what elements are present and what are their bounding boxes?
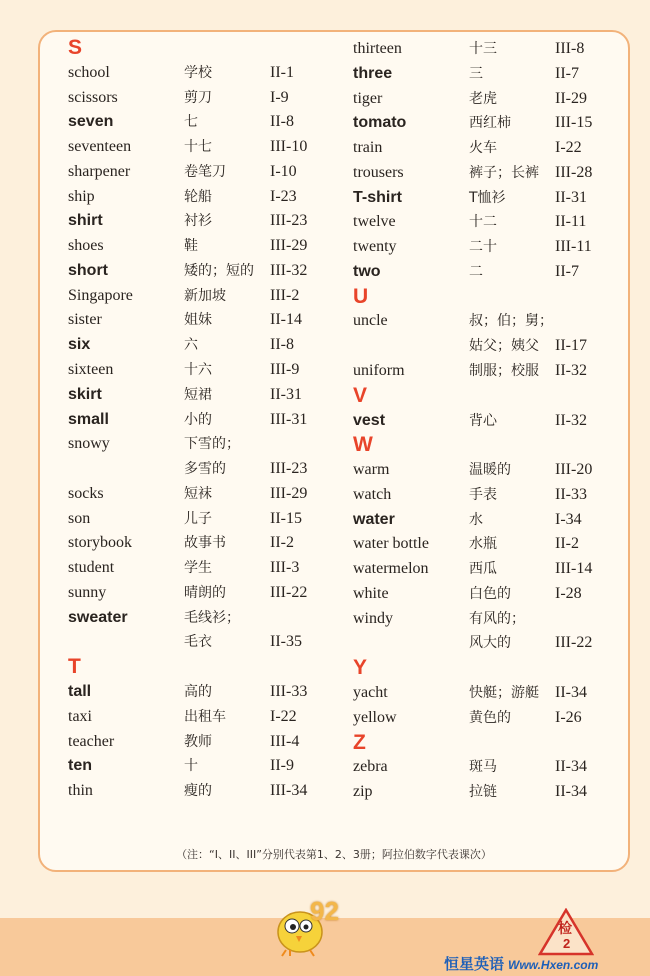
entry-chinese: 教师 bbox=[184, 733, 212, 750]
entry-chinese: 风大的 bbox=[469, 635, 511, 652]
entry-word: trousers bbox=[353, 163, 404, 181]
entry-reference: I-22 bbox=[270, 707, 297, 725]
entry-chinese: 轮船 bbox=[184, 188, 212, 205]
entry-word: storybook bbox=[68, 534, 132, 552]
glossary-entry bbox=[68, 358, 348, 382]
glossary-entry bbox=[353, 37, 633, 61]
entry-reference: II-1 bbox=[270, 63, 294, 81]
entry-reference: I-34 bbox=[555, 510, 582, 528]
entry-word: seventeen bbox=[68, 138, 132, 156]
entry-chinese: 多雪的 bbox=[184, 461, 226, 478]
entry-word: sunny bbox=[68, 583, 107, 601]
glossary-entry bbox=[68, 507, 348, 531]
glossary-entry bbox=[353, 458, 633, 482]
glossary-entry bbox=[353, 483, 633, 507]
section-letter-v: V bbox=[353, 383, 368, 407]
entry-word: tomato bbox=[353, 114, 407, 132]
entry-chinese: 出租车 bbox=[184, 708, 226, 725]
entry-chinese: T恤衫 bbox=[469, 189, 506, 206]
entry-reference: II-29 bbox=[555, 89, 587, 107]
entry-word: uncle bbox=[353, 312, 388, 330]
entry-reference: II-32 bbox=[555, 411, 587, 429]
entry-word: watch bbox=[353, 485, 392, 503]
entry-chinese: 瘦的 bbox=[184, 783, 212, 800]
entry-word: thin bbox=[68, 782, 93, 800]
entry-chinese: 矮的；短的 bbox=[184, 262, 254, 279]
entry-word: teacher bbox=[68, 732, 115, 750]
entry-reference: I-28 bbox=[555, 584, 582, 602]
entry-reference: II-2 bbox=[555, 535, 579, 553]
entry-chinese: 二十 bbox=[469, 239, 497, 256]
entry-chinese: 姑父；姨父 bbox=[469, 338, 539, 355]
entry-reference: III-2 bbox=[270, 286, 300, 304]
glossary-entry bbox=[68, 86, 348, 110]
glossary-entry bbox=[353, 780, 633, 804]
glossary-entry bbox=[68, 135, 348, 159]
entry-chinese: 十六 bbox=[184, 362, 212, 378]
entry-reference: I-22 bbox=[555, 139, 582, 157]
entry-chinese: 三 bbox=[469, 65, 483, 82]
entry-word: T-shirt bbox=[353, 188, 402, 206]
entry-word: snowy bbox=[68, 435, 110, 453]
entry-word: sweater bbox=[68, 608, 128, 626]
glossary-entry bbox=[353, 607, 633, 631]
entry-word: train bbox=[353, 139, 383, 157]
glossary-entry bbox=[353, 186, 633, 210]
glossary-entry bbox=[353, 706, 633, 730]
entry-chinese: 十 bbox=[184, 758, 198, 775]
entry-reference: II-8 bbox=[270, 113, 294, 131]
page-number: 92 bbox=[310, 896, 339, 926]
entry-chinese: 高的 bbox=[184, 684, 212, 701]
entry-word: sister bbox=[68, 311, 102, 329]
glossary-entry bbox=[68, 383, 348, 407]
entry-chinese: 十七 bbox=[184, 139, 212, 156]
entry-reference: III-22 bbox=[270, 583, 308, 601]
entry-reference: III-33 bbox=[270, 683, 308, 701]
glossary-entry bbox=[68, 581, 348, 605]
glossary-entry bbox=[353, 582, 633, 606]
entry-reference: III-11 bbox=[555, 238, 592, 256]
entry-word: socks bbox=[68, 484, 104, 502]
glossary-entry bbox=[68, 680, 348, 704]
entry-reference: III-29 bbox=[270, 237, 308, 255]
entry-reference: II-7 bbox=[555, 262, 579, 280]
entry-reference: II-34 bbox=[555, 783, 587, 801]
section-letter-u: U bbox=[353, 284, 369, 308]
glossary-entry bbox=[353, 87, 633, 111]
glossary-entry bbox=[353, 62, 633, 86]
entry-word: small bbox=[68, 410, 109, 428]
entry-word: ten bbox=[68, 757, 92, 775]
entry-reference: II-14 bbox=[270, 311, 302, 329]
entry-chinese: 叔；伯；舅； bbox=[469, 313, 553, 330]
entry-word: taxi bbox=[68, 707, 92, 725]
entry-word: watermelon bbox=[353, 560, 429, 578]
glossary-entry bbox=[68, 606, 348, 630]
glossary-entry bbox=[68, 705, 348, 729]
entry-reference: III-23 bbox=[270, 460, 308, 478]
glossary-entry bbox=[353, 210, 633, 234]
entry-chinese: 温暖的 bbox=[469, 462, 511, 479]
glossary-entry bbox=[68, 308, 348, 332]
entry-word: ship bbox=[68, 187, 95, 205]
glossary-entry bbox=[68, 457, 348, 481]
entry-word: windy bbox=[353, 609, 393, 627]
glossary-entry bbox=[68, 630, 348, 654]
entry-chinese: 学生 bbox=[184, 560, 212, 577]
watermark-brand: 恒星英语 bbox=[444, 955, 505, 973]
entry-reference: II-8 bbox=[270, 336, 294, 354]
entry-reference: III-23 bbox=[270, 212, 308, 230]
entry-reference: III-22 bbox=[555, 634, 593, 652]
entry-reference: III-15 bbox=[555, 114, 593, 132]
entry-reference: II-15 bbox=[270, 509, 302, 527]
entry-word: six bbox=[68, 336, 91, 354]
entry-reference: II-33 bbox=[555, 485, 587, 503]
glossary-entry bbox=[353, 111, 633, 135]
glossary-entry bbox=[68, 333, 348, 357]
glossary-entry bbox=[68, 754, 348, 778]
entry-chinese: 剪刀 bbox=[184, 89, 212, 106]
glossary-entry bbox=[68, 259, 348, 283]
entry-chinese: 下雪的； bbox=[184, 436, 240, 453]
entry-chinese: 七 bbox=[184, 114, 198, 131]
entry-reference: III-34 bbox=[270, 782, 308, 800]
entry-word: yellow bbox=[353, 708, 397, 726]
entry-chinese: 二 bbox=[469, 263, 483, 280]
entry-reference: I-9 bbox=[270, 88, 289, 106]
glossary-entry bbox=[353, 557, 633, 581]
glossary-entry bbox=[68, 432, 348, 456]
entry-reference: III-4 bbox=[270, 732, 300, 750]
entry-chinese: 快艇；游艇 bbox=[469, 685, 539, 702]
entry-word: zebra bbox=[353, 758, 388, 776]
entry-word: three bbox=[353, 64, 393, 82]
entry-word: vest bbox=[353, 411, 386, 429]
entry-chinese: 短裙 bbox=[184, 386, 212, 403]
entry-reference: II-35 bbox=[270, 633, 302, 651]
entry-reference: II-31 bbox=[270, 385, 302, 403]
entry-chinese: 毛线衫； bbox=[184, 609, 240, 626]
entry-reference: III-3 bbox=[270, 559, 300, 577]
entry-word: twelve bbox=[353, 213, 396, 231]
glossary-entry bbox=[68, 185, 348, 209]
entry-chinese: 制服；校服 bbox=[469, 363, 539, 379]
entry-word: water bottle bbox=[353, 535, 429, 553]
entry-reference: I-10 bbox=[270, 162, 297, 180]
section-letter-t: T bbox=[68, 655, 81, 679]
glossary-entry bbox=[353, 260, 633, 284]
entry-chinese: 水 bbox=[469, 511, 483, 528]
entry-chinese: 白色的 bbox=[469, 585, 511, 602]
entry-word: sharpener bbox=[68, 162, 131, 180]
entry-chinese: 毛衣 bbox=[184, 634, 212, 651]
entry-reference: II-11 bbox=[555, 213, 587, 231]
entry-word: two bbox=[353, 262, 381, 280]
glossary-entry bbox=[353, 681, 633, 705]
glossary-entry bbox=[68, 730, 348, 754]
entry-word: school bbox=[68, 63, 110, 81]
entry-chinese: 老虎 bbox=[469, 90, 497, 107]
entry-reference: I-23 bbox=[270, 187, 297, 205]
entry-word: Singapore bbox=[68, 286, 133, 304]
glossary-entry bbox=[68, 408, 348, 432]
glossary-entry bbox=[68, 284, 348, 308]
glossary-entry bbox=[68, 482, 348, 506]
glossary-entry bbox=[353, 359, 633, 383]
entry-reference: III-31 bbox=[270, 410, 308, 428]
entry-chinese: 西红柿 bbox=[469, 115, 511, 132]
entry-chinese: 短袜 bbox=[184, 485, 212, 502]
entry-reference: III-20 bbox=[555, 461, 593, 479]
glossary-entry bbox=[68, 779, 348, 803]
entry-chinese: 手表 bbox=[469, 486, 497, 503]
glossary-entry bbox=[353, 136, 633, 160]
entry-chinese: 十三 bbox=[469, 41, 497, 57]
entry-reference: II-17 bbox=[555, 337, 587, 355]
entry-chinese: 背心 bbox=[469, 412, 497, 429]
badge-character: 检 bbox=[558, 921, 572, 937]
entry-reference: I-26 bbox=[555, 708, 582, 726]
entry-word: scissors bbox=[68, 88, 118, 106]
entry-reference: II-9 bbox=[270, 757, 294, 775]
glossary-entry bbox=[353, 409, 633, 433]
entry-reference: III-14 bbox=[555, 560, 593, 578]
entry-chinese: 裤子；长裤 bbox=[469, 164, 539, 181]
entry-reference: III-10 bbox=[270, 138, 308, 156]
section-letter-z: Z bbox=[353, 730, 366, 754]
entry-chinese: 黄色的 bbox=[469, 709, 511, 726]
entry-chinese: 卷笔刀 bbox=[184, 163, 226, 180]
entry-word: zip bbox=[353, 783, 373, 801]
glossary-entry bbox=[353, 755, 633, 779]
entry-word: tiger bbox=[353, 89, 383, 107]
entry-chinese: 鞋 bbox=[184, 238, 198, 255]
watermark bbox=[444, 953, 598, 974]
entry-word: shirt bbox=[68, 212, 103, 230]
entry-chinese: 火车 bbox=[469, 140, 497, 157]
entry-reference: III-9 bbox=[270, 361, 300, 378]
badge-number: 2 bbox=[563, 936, 571, 951]
glossary-entry bbox=[68, 531, 348, 555]
entry-chinese: 西瓜 bbox=[469, 561, 497, 578]
entry-chinese: 故事书 bbox=[184, 535, 226, 552]
glossary-entry bbox=[68, 209, 348, 233]
entry-reference: II-2 bbox=[270, 534, 294, 552]
glossary-entry bbox=[68, 234, 348, 258]
entry-word: water bbox=[353, 510, 395, 528]
entry-word: student bbox=[68, 559, 115, 577]
entry-chinese: 小的 bbox=[184, 411, 212, 428]
glossary-entry bbox=[353, 532, 633, 556]
entry-reference: II-32 bbox=[555, 362, 587, 379]
entry-chinese: 晴朗的 bbox=[184, 584, 226, 601]
entry-reference: III-29 bbox=[270, 484, 308, 502]
entry-reference: III-32 bbox=[270, 261, 308, 279]
entry-chinese: 拉链 bbox=[469, 784, 497, 801]
footnote: （注：“I、II、III”分别代表第1、2、3册；阿拉伯数字代表课次） bbox=[176, 848, 492, 861]
glossary-entry bbox=[68, 160, 348, 184]
glossary-entry bbox=[353, 508, 633, 532]
entry-chinese: 学校 bbox=[184, 64, 212, 81]
entry-word: white bbox=[353, 584, 389, 602]
glossary-entry bbox=[353, 631, 633, 655]
section-letter-s: S bbox=[68, 36, 83, 59]
entry-word: skirt bbox=[68, 385, 102, 403]
entry-word: son bbox=[68, 509, 91, 527]
entry-chinese: 水瓶 bbox=[469, 536, 497, 553]
entry-word: uniform bbox=[353, 362, 405, 379]
section-letter-y: Y bbox=[353, 656, 368, 680]
entry-chinese: 斑马 bbox=[469, 759, 497, 776]
entry-reference: II-34 bbox=[555, 758, 587, 776]
glossary-entry bbox=[68, 556, 348, 580]
glossary-entry bbox=[68, 61, 348, 85]
entry-word: thirteen bbox=[353, 40, 402, 57]
glossary-entry bbox=[353, 235, 633, 259]
entry-word: warm bbox=[353, 461, 390, 479]
entry-word: yacht bbox=[353, 684, 388, 702]
entry-reference: II-34 bbox=[555, 684, 587, 702]
glossary-entry bbox=[68, 110, 348, 134]
entry-chinese: 六 bbox=[184, 337, 198, 354]
entry-reference: III-8 bbox=[555, 40, 585, 57]
entry-word: short bbox=[68, 261, 108, 279]
entry-chinese: 新加坡 bbox=[184, 287, 226, 304]
entry-reference: III-28 bbox=[555, 163, 593, 181]
entry-chinese: 儿子 bbox=[184, 510, 212, 527]
glossary-entry bbox=[353, 161, 633, 185]
section-letter-w: W bbox=[353, 433, 373, 457]
glossary-entry bbox=[353, 309, 633, 333]
entry-chinese: 姐妹 bbox=[184, 312, 212, 329]
entry-chinese: 衬衫 bbox=[184, 213, 212, 230]
glossary-entry bbox=[353, 334, 633, 358]
entry-chinese: 十二 bbox=[469, 214, 497, 231]
entry-reference: II-7 bbox=[555, 64, 579, 82]
watermark-url: Www.Hxen.com bbox=[508, 958, 599, 972]
entry-word: sixteen bbox=[68, 361, 114, 378]
entry-word: twenty bbox=[353, 238, 397, 256]
entry-word: shoes bbox=[68, 237, 104, 255]
entry-word: tall bbox=[68, 683, 92, 701]
entry-chinese: 有风的； bbox=[469, 610, 525, 627]
entry-word: seven bbox=[68, 113, 114, 131]
entry-reference: II-31 bbox=[555, 188, 587, 206]
